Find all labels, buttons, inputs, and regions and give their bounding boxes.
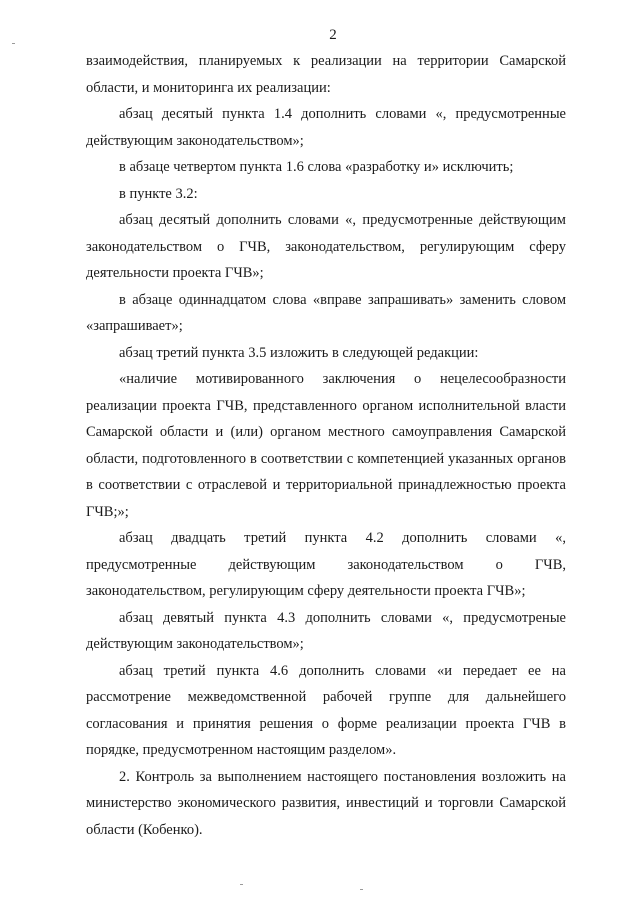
paragraph-point-4-6: абзац третий пункта 4.6 дополнить словами «и передает ее на рассмотрение межведомственной рабочей группе для дальнейшего согласования и принятия решения о форме реализации проекта ГЧВ в порядке, предусмотренном настоящим разделом». <box>86 662 566 758</box>
paragraph-amendment-1-4: абзац десятый пункта 1.4 дополнить словами «, предусмотренные действующим законодательством»; <box>86 106 566 149</box>
paragraph-point-3-5: абзац третий пункта 3.5 изложить в следующей редакции: <box>119 344 479 361</box>
scan-artifact <box>240 884 243 885</box>
paragraph-point-4-2: абзац двадцать третий пункта 4.2 дополнить словами «, предусмотренные действующим законодательством о ГЧВ, законодательством, регулирующим сферу деятельности проекта ГЧВ»; <box>86 530 566 599</box>
paragraph-point-3-2: в пункте 3.2: <box>119 185 198 202</box>
paragraph-abzac-desyatyi: абзац десятый дополнить словами «, предусмотренные действующим законодательством о ГЧВ, законодательством, регулирующим сферу деятельности проекта ГЧВ»; <box>86 212 566 281</box>
paragraph-abzac-odinnadcatyi: в абзаце одиннадцатом слова «вправе запрашивать» заменить словом «запрашивает»; <box>86 291 566 334</box>
page-number: 2 <box>329 27 337 43</box>
document-body <box>86 48 566 843</box>
paragraph-continuation: взаимодействия, планируемых к реализации на территории Самарской области, и мониторинга их реализации: <box>86 53 566 96</box>
scan-artifact <box>360 889 363 890</box>
scan-artifact <box>12 43 15 44</box>
paragraph-new-wording: «наличие мотивированного заключения о нецелесообразности реализации проекта ГЧВ, представленного органом исполнительной власти Самарской области и (или) органом местного самоуправления Самарской области, подготовленного в соответствии с компетенцией указанных органов в соответствии с отраслевой и территориальной принадлежностью проекта ГЧВ;»; <box>86 371 566 520</box>
paragraph-point-4-3: абзац девятый пункта 4.3 дополнить словами «, предусмотреные действующим законодательством»; <box>86 609 566 652</box>
paragraph-amendment-1-6: в абзаце четвертом пункта 1.6 слова «разработку и» исключить; <box>119 159 514 175</box>
paragraph-control: 2. Контроль за выполнением настоящего постановления возложить на министерство экономического развития, инвестиций и торговли Самарской области (Кобенко). <box>86 768 566 838</box>
